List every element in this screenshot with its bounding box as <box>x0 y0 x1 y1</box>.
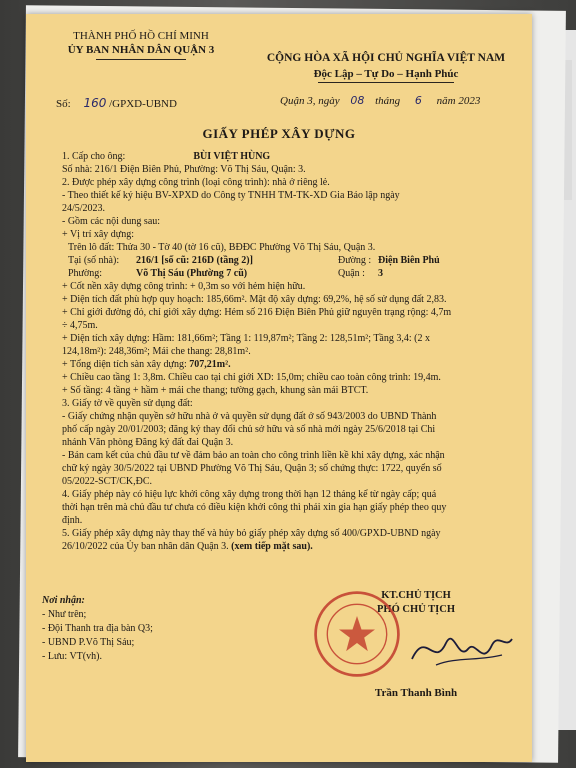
owner-name: BÙI VIỆT HÙNG <box>193 151 271 162</box>
red-line-2: ÷ 4,75m. <box>62 320 98 331</box>
date-month-label: tháng <box>375 95 401 107</box>
section-3: 3. Giấy tờ về quyền sử dụng đất: <box>62 398 193 409</box>
section-5-text: 26/10/2022 của Ủy ban nhân dân Quận 3. <box>62 541 229 552</box>
signature-title-1: KT.CHỦ TỊCH <box>381 590 451 601</box>
see-back-note: (xem tiếp mặt sau). <box>231 541 313 552</box>
includes-line: - Gồm các nội dung sau: <box>62 216 161 227</box>
date-day: 08 <box>350 94 365 107</box>
design-line-1: - Theo thiết kế ký hiệu BV-XPXD do Công ty TNHH TM-TK-XD Gia Bảo lập ngày <box>62 190 400 201</box>
certificate-2: phố cấp ngày 20/01/2003; đăng ký thay đổi chủ sở hữu và số nhà mới ngày 25/6/2018 tại Chi <box>62 424 436 435</box>
district-label: Quận : <box>338 268 365 279</box>
section-5-line-2 <box>62 540 526 553</box>
floors-line: + Số tầng: 4 tầng + hầm + mái che thang; tường gạch, khung sàn mái BTCT. <box>62 385 369 396</box>
street-name: Điện Biên Phủ <box>378 255 440 266</box>
section-1 <box>62 150 526 163</box>
red-line-1: + Chỉ giới đường đỏ, chỉ giới xây dựng: Hẻm số 216 Điện Biên Phủ giữ nguyên trạng rộng: 4,7m <box>62 307 452 318</box>
certificate-1: - Giấy chứng nhận quyền sở hữu nhà ở và quyền sử dụng đất ở số 943/2003 do UBND Thành <box>62 411 437 422</box>
owner-address: Số nhà: 216/1 Điện Biên Phủ, Phường: Võ Thị Sáu, Quận: 3. <box>62 164 306 175</box>
ward-label: Phường: <box>68 268 103 279</box>
foundation-line: + Cốt nền xây dựng công trình: + 0,3m so với hẻm hiện hữu. <box>62 281 306 292</box>
certificate-3: nhánh Văn phòng Đăng ký đất đai Quận 3. <box>62 437 234 448</box>
signer-name: Trần Thanh Bình <box>374 687 458 699</box>
section-4-line-1: 4. Giấy phép này có hiệu lực khởi công xây dựng trong thời hạn 12 tháng kể từ ngày cấp; quá <box>62 489 437 500</box>
number-suffix: /GPXD-UBND <box>109 98 177 110</box>
document-date <box>280 94 480 107</box>
recipient-item: - Đội Thanh tra địa bàn Q3; <box>42 623 153 634</box>
document-page <box>26 14 532 762</box>
ward-row <box>62 267 526 280</box>
header-left-underline <box>96 59 186 60</box>
section-5-line-1: 5. Giấy phép xây dựng này thay thế và hủy bỏ giấy phép xây dựng số 400/GPXD-UBND ngày <box>62 528 441 539</box>
house-number-row <box>62 254 526 267</box>
recipients-title: Nơi nhận: <box>42 595 85 606</box>
number-handwritten: 160 <box>83 96 107 110</box>
commitment-3: 05/2022-SCT/CK,ĐC. <box>62 476 153 487</box>
handwritten-signature <box>406 609 516 689</box>
district-value: 3 <box>378 268 383 279</box>
recipients-block <box>42 594 153 664</box>
header-right-underline <box>318 82 454 83</box>
section-4-line-3: định. <box>62 515 83 526</box>
section-1-label: 1. Cấp cho ông: <box>62 151 126 162</box>
section-2: 2. Được phép xây dựng công trình (loại công trình): nhà ở riêng lẻ. <box>62 177 330 188</box>
document-title: GIẤY PHÉP XÂY DỰNG <box>202 126 356 141</box>
street-label: Đường : <box>338 255 372 266</box>
design-line-2: 24/5/2023. <box>62 203 106 214</box>
build-area-2: 124,18m²): 248,36m²; Mái che thang: 28,81m². <box>62 346 251 357</box>
ward-name: Võ Thị Sáu (Phường 7 cũ) <box>136 268 248 279</box>
location-heading: + Vị trí xây dựng: <box>62 229 134 240</box>
recipient-item: - Như trên; <box>42 609 87 620</box>
number-prefix: Số: <box>56 98 71 110</box>
house-number: 216/1 [số cũ: 216D (tầng 2)] <box>136 255 253 266</box>
header-committee: ỦY BAN NHÂN DÂN QUẬN 3 <box>67 44 215 56</box>
header-motto: Độc Lập – Tự Do – Hạnh Phúc <box>313 68 459 80</box>
commitment-2: chữ ký ngày 30/5/2022 tại UBND Phường Võ Thị Sáu, Quận 3; số chứng thực: 1722, quyển số <box>62 463 442 474</box>
recipient-item: - UBND P.Võ Thị Sáu; <box>42 637 135 648</box>
floor-total-value: 707,21m². <box>189 359 231 370</box>
date-month: 6 <box>414 94 422 107</box>
official-stamp <box>312 589 402 679</box>
height-line: + Chiều cao tầng 1: 3,8m. Chiều cao tại chỉ giới XD: 15,0m; chiều cao toàn công trình: 19,4m. <box>62 372 441 383</box>
build-area-1: + Diện tích xây dựng: Hầm: 181,66m²; Tầng 1: 119,87m²; Tầng 2: 128,51m²; Tầng 3,4: (2 x <box>62 333 430 344</box>
floor-total-line <box>62 358 526 371</box>
signature-title-2: PHÓ CHỦ TỊCH <box>377 604 455 615</box>
header-republic: CỘNG HÒA XÃ HỘI CHỦ NGHĨA VIỆT NAM <box>266 52 506 64</box>
recipient-item: - Lưu: VT(vh). <box>42 651 102 662</box>
house-number-label: Tại (số nhà): <box>68 255 120 266</box>
lot-line: Trên lô đất: Thửa 30 - Tờ 40 (tờ 16 cũ), BĐĐC Phường Võ Thị Sáu, Quận 3. <box>68 242 376 253</box>
header-city: THÀNH PHỐ HỒ CHÍ MINH <box>73 30 209 42</box>
document-number <box>56 96 177 110</box>
land-area-line: + Diện tích đất phù hợp quy hoạch: 185,66m². Mật độ xây dựng: 69,2%, hệ số sử dụng đất 2,83. <box>62 294 447 305</box>
floor-total-label: + Tổng diện tích sàn xây dựng: <box>62 359 187 370</box>
date-year: năm 2023 <box>436 95 481 107</box>
section-4-line-2: thời hạn trên mà chủ đầu tư chưa có điều kiện khởi công thì phải xin gia hạn giấy phép theo quy <box>62 502 447 513</box>
document-body <box>62 150 526 553</box>
commitment-1: - Bản cam kết của chủ đầu tư về đảm bảo an toàn cho công trình liền kề khi xây dựng, xác nhận <box>62 450 445 461</box>
date-place: Quận 3, ngày <box>280 95 340 107</box>
